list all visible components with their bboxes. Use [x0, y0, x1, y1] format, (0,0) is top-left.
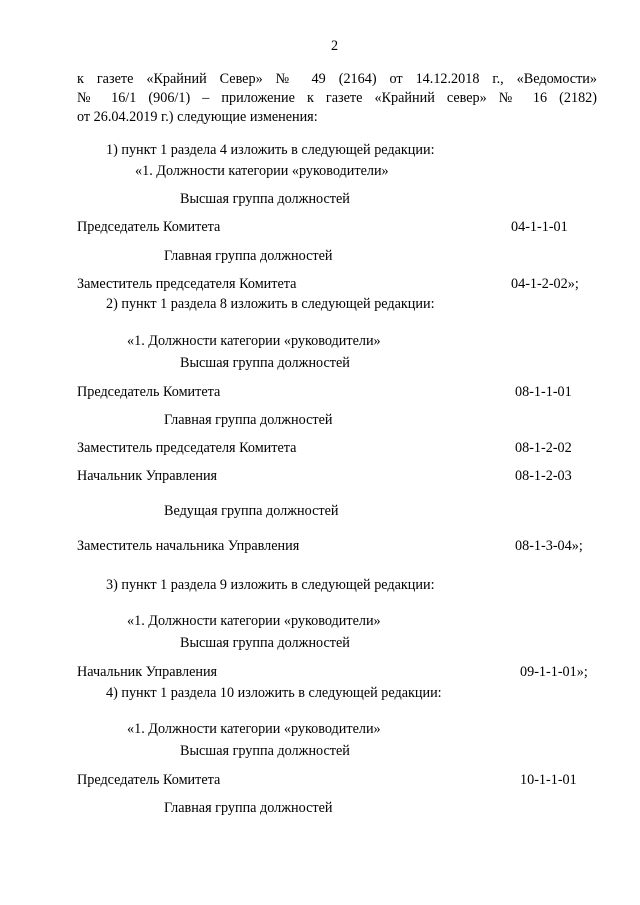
item-heading: 4) пункт 1 раздела 10 изложить в следующей редакции: [106, 685, 442, 701]
category-title: «1. Должности категории «руководители» [127, 721, 381, 737]
position-code: 08-1-1-01 [515, 384, 572, 400]
position-name: Начальник Управления [77, 664, 218, 680]
intro-line-2: № 16/1 (906/1) – приложение к газете «Крайний север» № 16 (2182) [77, 90, 597, 106]
group-title: Ведущая группа должностей [164, 503, 339, 519]
group-title: Высшая группа должностей [180, 635, 350, 651]
item-heading: 2) пункт 1 раздела 8 изложить в следующей редакции: [106, 296, 435, 312]
group-title: Высшая группа должностей [180, 191, 350, 207]
category-title: «1. Должности категории «руководители» [135, 163, 389, 179]
group-title: Главная группа должностей [164, 412, 333, 428]
position-name: Председатель Комитета [77, 219, 221, 235]
position-name: Заместитель начальника Управления [77, 538, 300, 554]
intro-line-3: от 26.04.2019 г.) следующие изменения: [77, 109, 318, 125]
position-code: 04-1-2-02»; [511, 276, 579, 292]
group-title: Высшая группа должностей [180, 355, 350, 371]
item-heading: 1) пункт 1 раздела 4 изложить в следующей редакции: [106, 142, 435, 158]
position-name: Председатель Комитета [77, 384, 221, 400]
intro-line-1: к газете «Крайний Север» № 49 (2164) от 14.12.2018 г., «Ведомости» [77, 71, 597, 87]
group-title: Главная группа должностей [164, 248, 333, 264]
group-title: Главная группа должностей [164, 800, 333, 816]
position-code: 08-1-3-04»; [515, 538, 583, 554]
position-code: 09-1-1-01»; [520, 664, 588, 680]
category-title: «1. Должности категории «руководители» [127, 333, 381, 349]
position-name: Начальник Управления [77, 468, 218, 484]
position-code: 08-1-2-03 [515, 468, 572, 484]
item-heading: 3) пункт 1 раздела 9 изложить в следующей редакции: [106, 577, 435, 593]
category-title: «1. Должности категории «руководители» [127, 613, 381, 629]
page-number: 2 [331, 38, 339, 54]
position-name: Заместитель председателя Комитета [77, 440, 297, 456]
position-name: Председатель Комитета [77, 772, 221, 788]
position-code: 04-1-1-01 [511, 219, 568, 235]
position-code: 10-1-1-01 [520, 772, 577, 788]
position-code: 08-1-2-02 [515, 440, 572, 456]
position-name: Заместитель председателя Комитета [77, 276, 297, 292]
group-title: Высшая группа должностей [180, 743, 350, 759]
